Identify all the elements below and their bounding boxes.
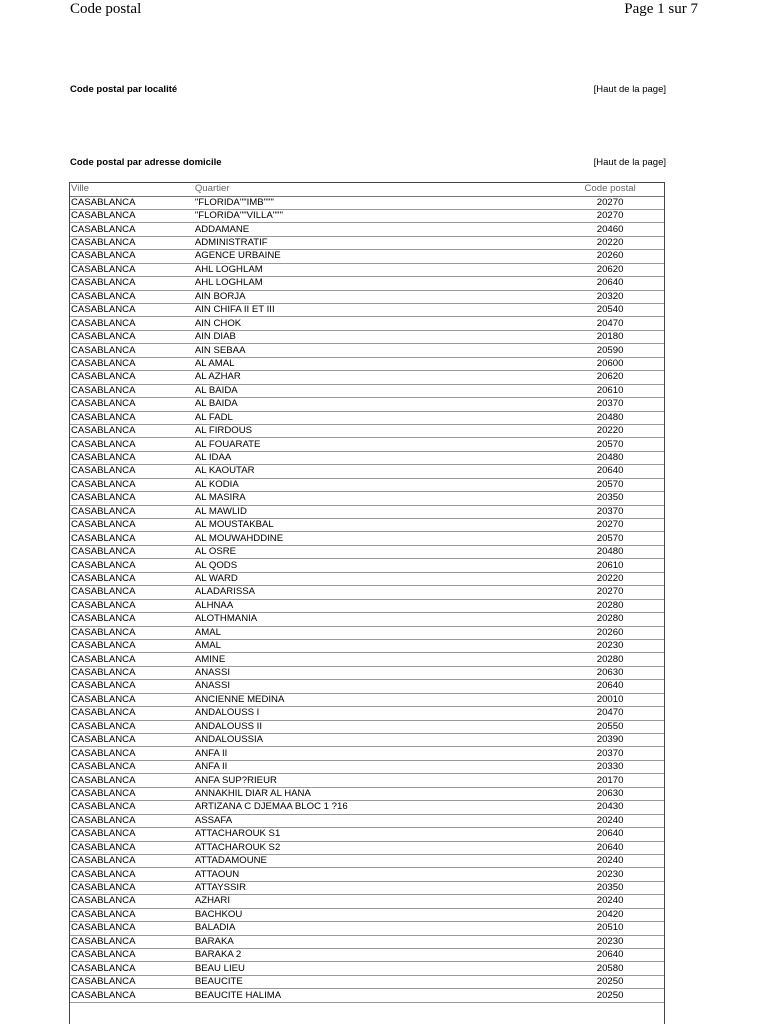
- ville-cell: CASABLANCA: [70, 680, 195, 693]
- ville-cell: CASABLANCA: [70, 666, 195, 679]
- code-cell: 20250: [556, 989, 664, 1002]
- table-row: [70, 895, 664, 908]
- quartier-cell: BALADIA: [195, 922, 556, 935]
- table-row: [70, 451, 664, 464]
- quartier-cell: BEAU LIEU: [195, 962, 556, 975]
- code-cell: 20370: [556, 505, 664, 518]
- ville-cell: CASABLANCA: [70, 949, 195, 962]
- table-row: [70, 881, 664, 894]
- quartier-cell: ADDAMANE: [195, 223, 556, 236]
- table-row: [70, 223, 664, 236]
- table-row: [70, 828, 664, 841]
- table-row: [70, 613, 664, 626]
- quartier-cell: AL OSRE: [195, 545, 556, 558]
- table-row: [70, 949, 664, 962]
- ville-cell: CASABLANCA: [70, 304, 195, 317]
- table-row: [70, 975, 664, 988]
- code-cell: 20220: [556, 572, 664, 585]
- table-row: [70, 841, 664, 854]
- quartier-cell: AIN CHOK: [195, 317, 556, 330]
- table-row: [70, 707, 664, 720]
- table-row: [70, 801, 664, 814]
- table-header-row: [70, 183, 664, 196]
- code-cell: 20460: [556, 223, 664, 236]
- table-row: [70, 478, 664, 491]
- table-row: [70, 774, 664, 787]
- quartier-cell: AIN CHIFA II ET III: [195, 304, 556, 317]
- table-row: [70, 236, 664, 249]
- table-row: [70, 344, 664, 357]
- table-row: [70, 693, 664, 706]
- code-cell: 20430: [556, 801, 664, 814]
- document-title: Code postal: [70, 1, 142, 17]
- ville-cell: CASABLANCA: [70, 236, 195, 249]
- code-cell: 20640: [556, 841, 664, 854]
- code-cell: 20350: [556, 492, 664, 505]
- ville-cell: CASABLANCA: [70, 693, 195, 706]
- code-cell: 20370: [556, 398, 664, 411]
- table-row: [70, 196, 664, 209]
- code-cell: 20250: [556, 975, 664, 988]
- code-cell: 20270: [556, 519, 664, 532]
- ville-cell: CASABLANCA: [70, 505, 195, 518]
- table-row: [70, 532, 664, 545]
- ville-cell: CASABLANCA: [70, 774, 195, 787]
- quartier-cell: ANFA SUP?RIEUR: [195, 774, 556, 787]
- code-cell: 20230: [556, 935, 664, 948]
- code-cell: 20270: [556, 209, 664, 222]
- quartier-cell: AIN DIAB: [195, 330, 556, 343]
- ville-cell: CASABLANCA: [70, 586, 195, 599]
- code-cell: 20470: [556, 707, 664, 720]
- table-row: [70, 962, 664, 975]
- code-cell: 20510: [556, 922, 664, 935]
- code-cell: 20220: [556, 236, 664, 249]
- code-cell: 20610: [556, 384, 664, 397]
- quartier-cell: ALHNAA: [195, 599, 556, 612]
- ville-cell: CASABLANCA: [70, 277, 195, 290]
- code-cell: 20570: [556, 438, 664, 451]
- quartier-cell: ALOTHMANIA: [195, 613, 556, 626]
- quartier-cell: AIN SEBAA: [195, 344, 556, 357]
- top-of-page-link[interactable]: [Haut de la page]: [593, 84, 666, 95]
- table-body: [70, 196, 664, 1017]
- quartier-cell: AL BAIDA: [195, 384, 556, 397]
- quartier-cell: BARAKA: [195, 935, 556, 948]
- quartier-cell: ANCIENNE MEDINA: [195, 693, 556, 706]
- quartier-cell: ANASSI: [195, 680, 556, 693]
- table-spacer-row: [70, 1002, 664, 1017]
- code-cell: 20240: [556, 814, 664, 827]
- table-row: [70, 424, 664, 437]
- ville-cell: CASABLANCA: [70, 411, 195, 424]
- ville-cell: CASABLANCA: [70, 317, 195, 330]
- code-cell: 20280: [556, 653, 664, 666]
- table-row: [70, 317, 664, 330]
- code-cell: 20630: [556, 666, 664, 679]
- table-row: [70, 814, 664, 827]
- quartier-cell: ANFA II: [195, 747, 556, 760]
- quartier-cell: ANDALOUSS II: [195, 720, 556, 733]
- code-cell: 20330: [556, 760, 664, 773]
- code-cell: 20470: [556, 317, 664, 330]
- code-cell: 20600: [556, 357, 664, 370]
- ville-cell: CASABLANCA: [70, 438, 195, 451]
- table-row: [70, 384, 664, 397]
- code-cell: 20480: [556, 411, 664, 424]
- quartier-cell: AL KODIA: [195, 478, 556, 491]
- quartier-cell: ANNAKHIL DIAR AL HANA: [195, 787, 556, 800]
- ville-cell: CASABLANCA: [70, 451, 195, 464]
- code-cell: 20630: [556, 787, 664, 800]
- code-cell: 20390: [556, 734, 664, 747]
- quartier-cell: AL BAIDA: [195, 398, 556, 411]
- ville-cell: CASABLANCA: [70, 196, 195, 209]
- ville-cell: CASABLANCA: [70, 250, 195, 263]
- ville-cell: CASABLANCA: [70, 922, 195, 935]
- ville-cell: CASABLANCA: [70, 357, 195, 370]
- code-cell: 20270: [556, 586, 664, 599]
- table-row: [70, 519, 664, 532]
- ville-cell: CASABLANCA: [70, 653, 195, 666]
- quartier-cell: BEAUCITE HALIMA: [195, 989, 556, 1002]
- ville-cell: CASABLANCA: [70, 465, 195, 478]
- quartier-cell: ANDALOUSS I: [195, 707, 556, 720]
- code-cell: 20620: [556, 371, 664, 384]
- quartier-cell: AL IDAA: [195, 451, 556, 464]
- code-cell: 20580: [556, 962, 664, 975]
- quartier-cell: AL WARD: [195, 572, 556, 585]
- table-row: [70, 559, 664, 572]
- page-header: [70, 0, 698, 20]
- ville-cell: CASABLANCA: [70, 801, 195, 814]
- table-row: [70, 935, 664, 948]
- quartier-cell: AL MOUSTAKBAL: [195, 519, 556, 532]
- code-cell: 20550: [556, 720, 664, 733]
- table-row: [70, 666, 664, 679]
- table-row: [70, 586, 664, 599]
- ville-cell: CASABLANCA: [70, 398, 195, 411]
- quartier-cell: ANASSI: [195, 666, 556, 679]
- quartier-cell: AMINE: [195, 653, 556, 666]
- table-row: [70, 653, 664, 666]
- page-number: Page 1 sur 7: [624, 1, 698, 17]
- table-row: [70, 545, 664, 558]
- table-row: [70, 720, 664, 733]
- quartier-cell: ATTADAMOUNE: [195, 854, 556, 867]
- code-cell: 20280: [556, 613, 664, 626]
- quartier-cell: BARAKA 2: [195, 949, 556, 962]
- column-header-ville: Ville: [70, 183, 195, 196]
- quartier-cell: AL MAWLID: [195, 505, 556, 518]
- table-row: [70, 357, 664, 370]
- code-cell: 20620: [556, 263, 664, 276]
- ville-cell: CASABLANCA: [70, 854, 195, 867]
- ville-cell: CASABLANCA: [70, 384, 195, 397]
- ville-cell: CASABLANCA: [70, 532, 195, 545]
- code-cell: 20540: [556, 304, 664, 317]
- quartier-cell: AGENCE URBAINE: [195, 250, 556, 263]
- ville-cell: CASABLANCA: [70, 545, 195, 558]
- quartier-cell: ATTACHAROUK S1: [195, 828, 556, 841]
- ville-cell: CASABLANCA: [70, 720, 195, 733]
- quartier-cell: AZHARI: [195, 895, 556, 908]
- quartier-cell: AL FIRDOUS: [195, 424, 556, 437]
- ville-cell: CASABLANCA: [70, 559, 195, 572]
- quartier-cell: ANDALOUSSIA: [195, 734, 556, 747]
- table-row: [70, 922, 664, 935]
- table-row: [70, 572, 664, 585]
- ville-cell: CASABLANCA: [70, 613, 195, 626]
- code-cell: 20640: [556, 465, 664, 478]
- ville-cell: CASABLANCA: [70, 599, 195, 612]
- quartier-cell: ADMINISTRATIF: [195, 236, 556, 249]
- ville-cell: CASABLANCA: [70, 989, 195, 1002]
- ville-cell: CASABLANCA: [70, 344, 195, 357]
- table-row: [70, 465, 664, 478]
- code-cell: 20010: [556, 693, 664, 706]
- quartier-cell: BEAUCITE: [195, 975, 556, 988]
- table-row: [70, 398, 664, 411]
- quartier-cell: AL MASIRA: [195, 492, 556, 505]
- code-cell: 20640: [556, 949, 664, 962]
- ville-cell: CASABLANCA: [70, 223, 195, 236]
- ville-cell: CASABLANCA: [70, 747, 195, 760]
- code-cell: 20570: [556, 532, 664, 545]
- ville-cell: CASABLANCA: [70, 707, 195, 720]
- table-row: [70, 505, 664, 518]
- quartier-cell: ANFA II: [195, 760, 556, 773]
- quartier-cell: AL KAOUTAR: [195, 465, 556, 478]
- table-row: [70, 747, 664, 760]
- table-row: [70, 908, 664, 921]
- quartier-cell: AHL LOGHLAM: [195, 263, 556, 276]
- code-cell: 20280: [556, 599, 664, 612]
- quartier-cell: ATTACHAROUK S2: [195, 841, 556, 854]
- ville-cell: CASABLANCA: [70, 814, 195, 827]
- column-header-quartier: Quartier: [195, 183, 556, 196]
- quartier-cell: AL FADL: [195, 411, 556, 424]
- table-row: [70, 263, 664, 276]
- quartier-cell: "FLORIDA""VILLA""": [195, 209, 556, 222]
- quartier-cell: ASSAFA: [195, 814, 556, 827]
- code-cell: 20480: [556, 451, 664, 464]
- code-cell: 20610: [556, 559, 664, 572]
- code-cell: 20370: [556, 747, 664, 760]
- ville-cell: CASABLANCA: [70, 975, 195, 988]
- code-cell: 20640: [556, 680, 664, 693]
- code-cell: 20230: [556, 639, 664, 652]
- ville-cell: CASABLANCA: [70, 908, 195, 921]
- table-row: [70, 787, 664, 800]
- code-cell: 20270: [556, 196, 664, 209]
- table-row: [70, 868, 664, 881]
- table-row: [70, 989, 664, 1002]
- table-row: [70, 304, 664, 317]
- quartier-cell: AL QODS: [195, 559, 556, 572]
- code-cell: 20480: [556, 545, 664, 558]
- ville-cell: CASABLANCA: [70, 841, 195, 854]
- quartier-cell: AL FOUARATE: [195, 438, 556, 451]
- ville-cell: CASABLANCA: [70, 519, 195, 532]
- ville-cell: CASABLANCA: [70, 209, 195, 222]
- code-cell: 20590: [556, 344, 664, 357]
- table-row: [70, 209, 664, 222]
- ville-cell: CASABLANCA: [70, 424, 195, 437]
- table-row: [70, 854, 664, 867]
- code-cell: 20640: [556, 828, 664, 841]
- code-cell: 20230: [556, 868, 664, 881]
- ville-cell: CASABLANCA: [70, 881, 195, 894]
- top-of-page-link[interactable]: [Haut de la page]: [593, 157, 666, 168]
- ville-cell: CASABLANCA: [70, 330, 195, 343]
- quartier-cell: AHL LOGHLAM: [195, 277, 556, 290]
- quartier-cell: AL MOUWAHDDINE: [195, 532, 556, 545]
- quartier-cell: ATTAYSSIR: [195, 881, 556, 894]
- ville-cell: CASABLANCA: [70, 290, 195, 303]
- section-title: Code postal par adresse domicile: [70, 157, 222, 168]
- table-row: [70, 680, 664, 693]
- code-cell: 20170: [556, 774, 664, 787]
- quartier-cell: ATTAOUN: [195, 868, 556, 881]
- ville-cell: CASABLANCA: [70, 828, 195, 841]
- quartier-cell: ALADARISSA: [195, 586, 556, 599]
- ville-cell: CASABLANCA: [70, 787, 195, 800]
- code-cell: 20320: [556, 290, 664, 303]
- table-row: [70, 438, 664, 451]
- ville-cell: CASABLANCA: [70, 478, 195, 491]
- quartier-cell: AL AMAL: [195, 357, 556, 370]
- quartier-cell: AL AZHAR: [195, 371, 556, 384]
- quartier-cell: BACHKOU: [195, 908, 556, 921]
- table-row: [70, 371, 664, 384]
- quartier-cell: ARTIZANA C DJEMAA BLOC 1 ?16: [195, 801, 556, 814]
- code-cell: 20240: [556, 854, 664, 867]
- table-row: [70, 626, 664, 639]
- code-cell: 20220: [556, 424, 664, 437]
- code-cell: 20260: [556, 250, 664, 263]
- section-title: Code postal par localité: [70, 84, 178, 95]
- ville-cell: CASABLANCA: [70, 263, 195, 276]
- code-cell: 20420: [556, 908, 664, 921]
- code-cell: 20240: [556, 895, 664, 908]
- table-row: [70, 639, 664, 652]
- ville-cell: CASABLANCA: [70, 935, 195, 948]
- ville-cell: CASABLANCA: [70, 371, 195, 384]
- ville-cell: CASABLANCA: [70, 895, 195, 908]
- quartier-cell: AMAL: [195, 626, 556, 639]
- table-row: [70, 330, 664, 343]
- ville-cell: CASABLANCA: [70, 639, 195, 652]
- table-row: [70, 599, 664, 612]
- ville-cell: CASABLANCA: [70, 760, 195, 773]
- quartier-cell: AIN BORJA: [195, 290, 556, 303]
- ville-cell: CASABLANCA: [70, 962, 195, 975]
- quartier-cell: "FLORIDA""IMB""": [195, 196, 556, 209]
- code-cell: 20260: [556, 626, 664, 639]
- code-cell: 20570: [556, 478, 664, 491]
- code-cell: 20180: [556, 330, 664, 343]
- postal-code-table: [69, 182, 665, 1024]
- table-row: [70, 277, 664, 290]
- ville-cell: CASABLANCA: [70, 734, 195, 747]
- quartier-cell: AMAL: [195, 639, 556, 652]
- ville-cell: CASABLANCA: [70, 572, 195, 585]
- table-row: [70, 290, 664, 303]
- code-cell: 20640: [556, 277, 664, 290]
- ville-cell: CASABLANCA: [70, 626, 195, 639]
- table-row: [70, 411, 664, 424]
- table-row: [70, 760, 664, 773]
- table-row: [70, 734, 664, 747]
- ville-cell: CASABLANCA: [70, 868, 195, 881]
- table-row: [70, 250, 664, 263]
- ville-cell: CASABLANCA: [70, 492, 195, 505]
- code-cell: 20350: [556, 881, 664, 894]
- table-row: [70, 492, 664, 505]
- column-header-code: Code postal: [556, 183, 664, 196]
